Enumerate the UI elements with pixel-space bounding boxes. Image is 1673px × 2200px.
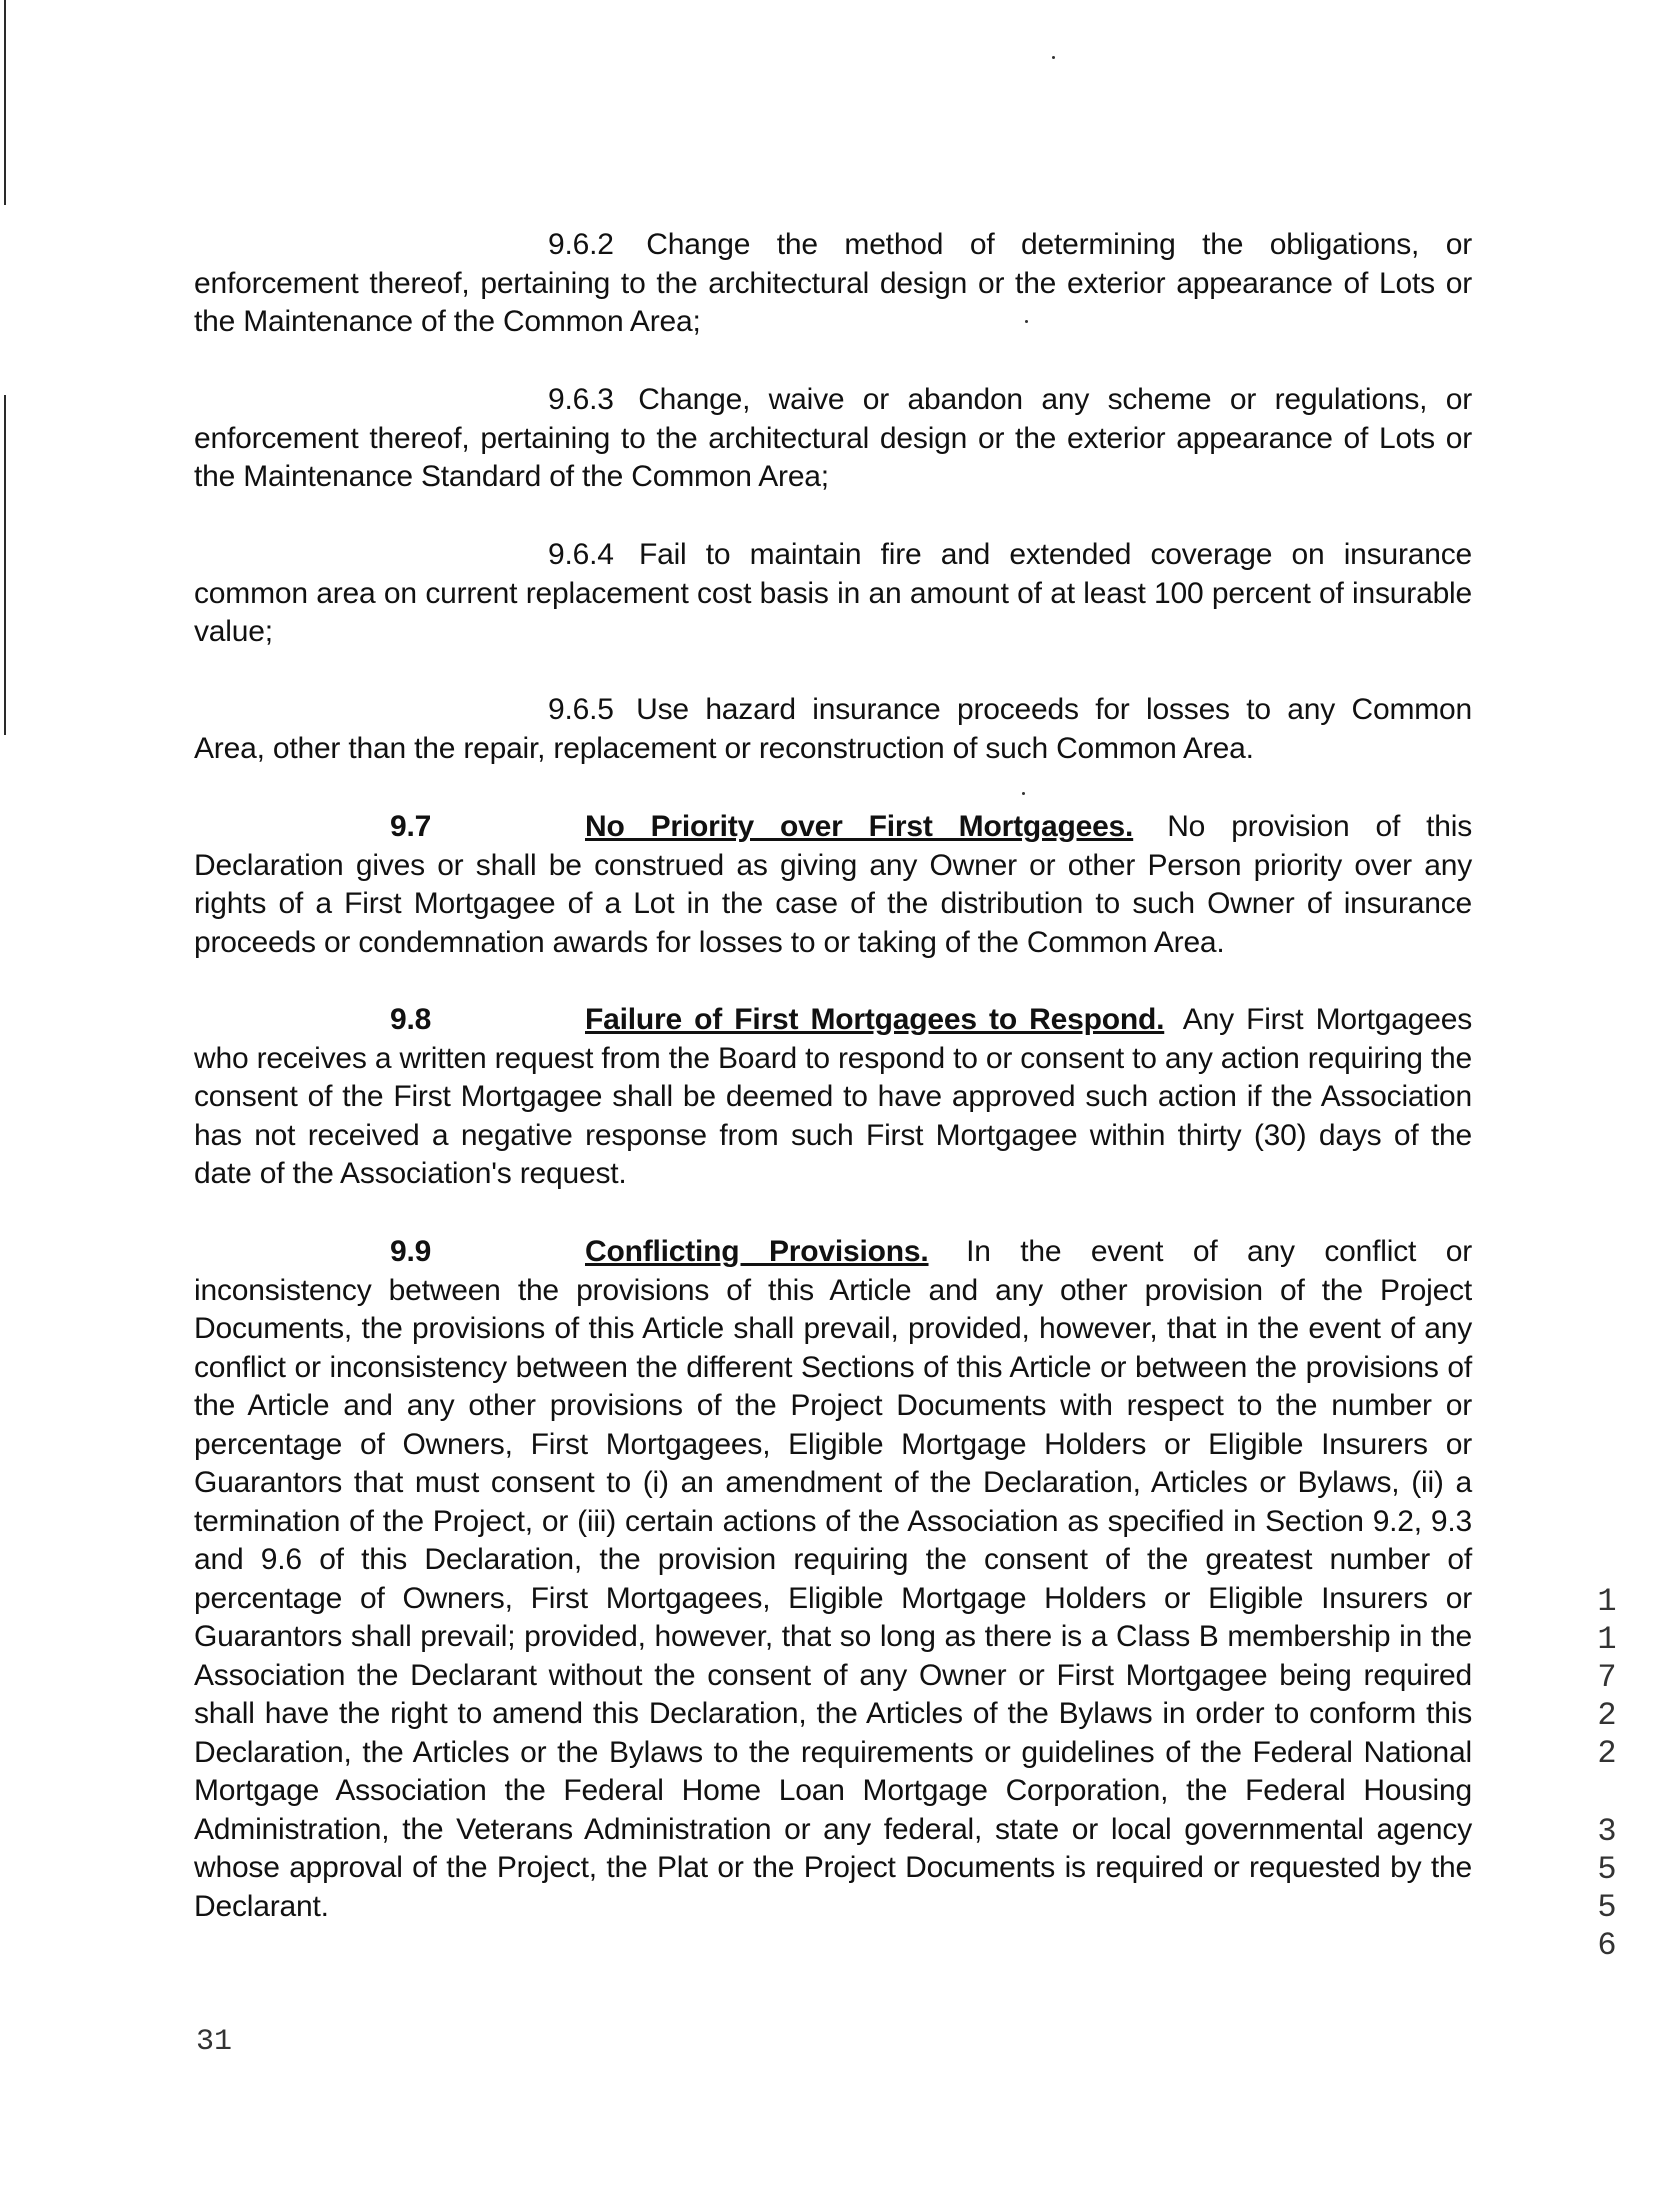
section-number: 9.9 (390, 1235, 432, 1268)
paragraph-text: or enforcement thereof, pertaining to the architectural design or the exterior appearance of Lots or the Maintenance Standard of the Common Area; (194, 383, 1473, 493)
section-title: Conflicting Provisions. (585, 1235, 929, 1268)
paragraph-text: Common Area, other than the repair, replacement or reconstruction of such Common Area. (194, 693, 1472, 765)
paragraph-number: 9.6.3 (548, 383, 614, 416)
stamp-gap (1596, 1773, 1618, 1813)
stamp-digit: 2 (1597, 1735, 1617, 1772)
section-text: Any First Mortgagees who receives a written request from the Board to respond to or consent to any action requiring the consent of the First Mortgagee shall be deemed to have approved such action if the Association has not received a negative response from such First Mortgagee within thirty (30) days of the date of the Association's request. (194, 1003, 1473, 1190)
section-9-8 (194, 1001, 1472, 1194)
stamp-digit: 5 (1597, 1851, 1617, 1888)
stamp-digit: 5 (1597, 1889, 1617, 1926)
section-9-7 (194, 808, 1472, 962)
section-9-9 (194, 1233, 1472, 1926)
paragraph-number: 9.6.2 (548, 228, 614, 261)
paragraph-text: insurance common area on current replacement cost basis in an amount of at least 100 percent of insurable value; (194, 538, 1472, 648)
paragraph-lead: Change, waive or abandon any scheme or regulations, (638, 383, 1428, 416)
stamp-digit: 7 (1597, 1659, 1617, 1696)
stamp-digit: 2 (1597, 1697, 1617, 1734)
scan-edge-line (4, 395, 6, 735)
page-number: 31 (196, 2025, 233, 2059)
paragraph-9-6-4 (194, 536, 1472, 652)
stamp-digit: 3 (1597, 1813, 1617, 1850)
scan-speck (1052, 56, 1055, 59)
section-title: Failure of First Mortgagees to Respond. (585, 1003, 1165, 1036)
paragraph-number: 9.6.4 (548, 538, 614, 571)
section-text: In the event of any conflict or inconsistency between the provisions of this Article and any other provision of the Project Documents, the provisions of this Article shall prevail, provided, however, that in the event of any conflict or inconsistency between the different Sections of this Article or between the provisions of the Article and any other provisions of the Project Documents with respect to the number or percentage of Owners, First Mortgagees, Eligible Mortgage Holders or Eligible Insurers or Guarantors that must consent to (i) an amendment of the Declaration, Articles or Bylaws, (ii) a termination of the Project, or (iii) certain actions of the Association as specified in Section 9.2, 9.3 and 9.6 of this Declaration, the provision requiring the consent of the greatest number of percentage of Owners, First Mortgagees, Eligible Mortgage Holders or Eligible Insurers or Guarantors shall prevail; provided, however, that so long as there is a Class B membership in the Association the Declarant without the consent of any Owner or First Mortgagee being required shall have the right to amend this Declaration, the Articles of the Bylaws in order to conform this Declaration, the Articles or the Bylaws to the requirements or guidelines of the Federal National Mortgage Association the Federal Home Loan Mortgage Corporation, the Federal Housing Administration, the Veterans Administration or any federal, state or local governmental agency whose approval of the Project, the Plat or the Project Documents is required or requested by the Declarant. (194, 1235, 1472, 1923)
scan-speck (1022, 792, 1025, 795)
section-number: 9.7 (390, 810, 432, 843)
paragraph-9-6-3 (194, 381, 1472, 497)
stamp-digit: 6 (1597, 1927, 1617, 1964)
paragraph-9-6-5 (194, 691, 1472, 768)
section-number: 9.8 (390, 1003, 432, 1036)
section-text: No provision of this Declaration gives or shall be construed as giving any Owner or other Person priority over any rights of a First Mortgagee of a Lot in the case of the distribution to such Owner of insurance proceeds or condemnation awards for losses to or taking of the Common Area. (194, 810, 1472, 959)
stamp-digit: 1 (1597, 1583, 1617, 1620)
margin-recording-stamp (1596, 1583, 1618, 1965)
paragraph-number: 9.6.5 (548, 693, 614, 726)
paragraph-9-6-2 (194, 226, 1472, 342)
paragraph-lead: Use hazard insurance proceeds for losses to any (636, 693, 1336, 726)
scan-edge-line (4, 0, 6, 205)
paragraph-text: enforcement thereof, pertaining to the architectural design or the exterior appearance of Lots or the Maintenance of the Common Area; (194, 266, 1472, 338)
section-title: No Priority over First Mortgagees. (585, 810, 1134, 843)
paragraph-lead: Change the method of determining the obligations, or (646, 228, 1472, 261)
stamp-digit: 1 (1597, 1621, 1617, 1658)
paragraph-lead: Fail to maintain fire and extended coverage on (638, 538, 1325, 571)
